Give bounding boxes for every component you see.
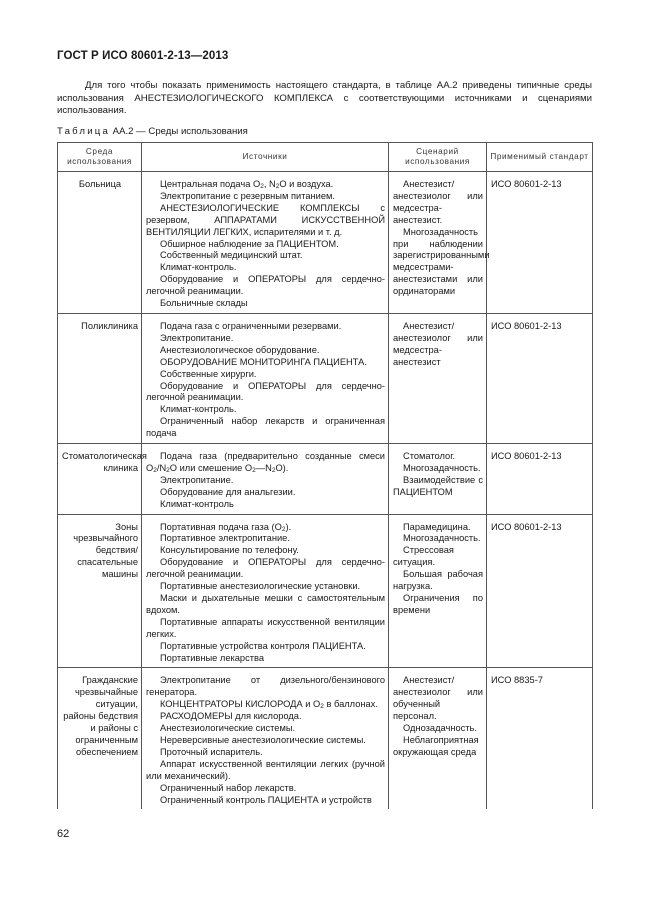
- table-row: [58, 675, 593, 809]
- source-item: Портативная подача газа $(O_2)$.: [160, 521, 292, 533]
- scenario-item: Анестезист/анестезиолог или медсестра-анестезист.: [393, 179, 483, 225]
- source-item: Нереверсивные анестезиологические системы.: [160, 734, 366, 745]
- row-spacer-cell: [389, 444, 487, 452]
- header-env: Среда использования: [58, 143, 142, 172]
- source-item: Собственные хирурги.: [160, 368, 257, 379]
- row-spacer-cell: [389, 172, 487, 180]
- row-spacer-cell: [487, 313, 593, 321]
- table-row: [58, 522, 593, 668]
- cell-sources: [142, 179, 389, 313]
- source-item: Электропитание от дизельного/бензинового генератора.: [146, 675, 385, 698]
- source-item: Климат-контроль.: [160, 404, 237, 415]
- source-item: Подача газа (предварительно созданные смеси $O_2/N_2O$ или смешение $O_2—N_2O$).: [146, 451, 385, 474]
- cell-sources: [142, 321, 389, 444]
- source-item: КОНЦЕНТРАТОРЫ КИСЛОРОДА и $O_2$ в баллонах.: [160, 699, 378, 711]
- source-item: Оборудование и ОПЕРАТОРЫ для сердечно-легочной реанимации.: [146, 274, 385, 297]
- cell-standard: ИСО 80601-2-13: [487, 451, 593, 514]
- header-scenario: Сценарий использования: [389, 143, 487, 172]
- table-caption: [57, 126, 248, 137]
- source-item: Проточный испаритель.: [160, 746, 263, 757]
- cell-standard: ИСО 8835-7: [487, 675, 593, 809]
- cell-standard: ИСО 80601-2-13: [487, 179, 593, 313]
- table-caption-rest: АА.2 — Среды использования: [110, 126, 248, 137]
- row-spacer-cell: [389, 514, 487, 522]
- table-caption-label: Таблица: [57, 126, 111, 137]
- row-spacer-cell: [58, 444, 142, 452]
- source-item: Собственный медицинский штат.: [160, 250, 303, 261]
- row-spacer-cell: [389, 313, 487, 321]
- source-item: Оборудование и ОПЕРАТОРЫ для сердечно-легочной реанимации.: [146, 557, 385, 580]
- source-item: Климат-контроль.: [160, 262, 237, 273]
- page-number: 62: [57, 828, 70, 840]
- row-spacer-cell: [487, 444, 593, 452]
- table-body: [58, 172, 593, 810]
- source-item: Электропитание.: [160, 332, 234, 343]
- source-item: Маски и дыхательные мешки с самостоятельным вдохом.: [146, 593, 385, 615]
- cell-scenario: [389, 451, 487, 514]
- table-row: [58, 451, 593, 514]
- cell-environment: Гражданские чрезвычайные ситуации, районы бедствия и районы с ограниченным обеспечением: [58, 675, 142, 809]
- source-item: Оборудование и ОПЕРАТОРЫ для сердечно-легочной реанимации.: [146, 380, 385, 403]
- scenario-item: Большая рабочая нагрузка.: [393, 569, 483, 592]
- scenario-item: Ограничения по времени: [393, 593, 483, 615]
- row-spacer-cell: [389, 668, 487, 676]
- header-sources: Источники: [142, 143, 389, 172]
- cell-environment: Стоматологическая клиника: [58, 451, 142, 514]
- source-item: Аппарат искусственной вентиляции легких (ручной или механический).: [146, 758, 385, 781]
- row-spacer: [58, 668, 593, 676]
- source-item: Портативные устройства контроля ПАЦИЕНТА.: [160, 640, 366, 651]
- scenario-item: Анестезист/анестезиолог или медсестра-анестезист: [393, 320, 483, 367]
- source-item: Портативные аппараты искусственной вентиляции легких.: [146, 616, 385, 639]
- row-spacer: [58, 514, 593, 522]
- row-spacer-cell: [58, 668, 142, 676]
- source-item: Оборудование для анальгезии.: [160, 486, 296, 497]
- source-item: Обширное наблюдение за ПАЦИЕНТОМ.: [160, 238, 339, 249]
- row-spacer-cell: [487, 172, 593, 180]
- row-spacer: [58, 172, 593, 180]
- scenario-item: Парамедицина.: [403, 521, 471, 532]
- scenario-item: Стоматолог.: [403, 451, 456, 462]
- row-spacer-cell: [487, 514, 593, 522]
- source-item: Ограниченный контроль ПАЦИЕНТА и устройств: [160, 794, 372, 805]
- row-spacer-cell: [487, 668, 593, 676]
- cell-scenario: [389, 675, 487, 809]
- row-spacer-cell: [142, 313, 389, 321]
- source-item: РАСХОДОМЕРЫ для кислорода.: [160, 711, 302, 722]
- source-item: Портативное электропитание.: [160, 533, 290, 544]
- source-item: АНЕСТЕЗИОЛОГИЧЕСКИЕ КОМПЛЕКСЫ с резервом, АППАРАТАМИ ИСКУССТВЕННОЙ ВЕНТИЛЯЦИИ ЛЕГКИХ, испарителями и т. д.: [146, 202, 385, 237]
- scenario-item: Многозадачность при наблюдении зарегистрированными медсестрами-анестезистами или ординаторами: [393, 226, 490, 297]
- scenario-item: Стрессовая ситуация.: [393, 545, 454, 568]
- cell-sources: [142, 451, 389, 514]
- cell-sources: [142, 522, 389, 668]
- scenario-item: Многозадачность.: [403, 462, 481, 473]
- document-header: ГОСТ Р ИСО 80601-2-13—2013: [57, 50, 229, 62]
- row-spacer-cell: [58, 172, 142, 180]
- source-item: Подача газа с ограниченными резервами.: [160, 320, 342, 331]
- scenario-item: Однозадачность.: [403, 723, 477, 734]
- row-spacer-cell: [58, 514, 142, 522]
- source-item: Центральная подача $O_2$, $N_2O$ и воздуха.: [160, 179, 334, 190]
- header-standard: Применимый стандарт: [487, 143, 593, 172]
- cell-scenario: [389, 179, 490, 313]
- cell-scenario: [389, 522, 487, 668]
- row-spacer: [58, 444, 593, 452]
- source-item: Больничные склады: [160, 298, 248, 309]
- cell-environment: Зоны чрезвычайного бедствия/спасательные машины: [58, 522, 142, 668]
- source-item: Электропитание с резервным питанием.: [160, 190, 335, 201]
- table-row: [58, 321, 593, 444]
- scenario-item: Неблагоприятная окружающая среда: [393, 734, 479, 757]
- scenario-item: Многозадачность.: [403, 533, 481, 544]
- source-item: Анестезиологическое оборудование.: [160, 344, 320, 355]
- source-item: ОБОРУДОВАНИЕ МОНИТОРИНГА ПАЦИЕНТА.: [160, 356, 367, 367]
- source-item: Портативные лекарства: [160, 652, 265, 663]
- cell-sources: [142, 675, 389, 809]
- source-item: Климат-контроль: [160, 498, 234, 509]
- row-spacer: [58, 313, 593, 321]
- source-item: Консультирование по телефону.: [160, 545, 299, 556]
- source-item: Ограниченный набор лекарств.: [160, 782, 297, 793]
- row-spacer-cell: [142, 668, 389, 676]
- table-row: [58, 179, 593, 313]
- environments-table: [57, 142, 593, 809]
- row-spacer-cell: [142, 444, 389, 452]
- table-header-row: [58, 143, 593, 172]
- row-spacer-cell: [142, 514, 389, 522]
- source-item: Электропитание.: [160, 474, 234, 485]
- cell-standard: ИСО 80601-2-13: [487, 522, 593, 668]
- cell-environment: Поликлиника: [58, 321, 142, 444]
- source-item: Анестезиологические системы.: [160, 723, 296, 734]
- intro-paragraph: Для того чтобы показать применимость настоящего стандарта, в таблице АА.2 приведены типичные среды использования АНЕСТЕЗИОЛОГИЧЕСКОГО КОМПЛЕКСА с соответствующими источниками и сценариями использования.: [57, 80, 592, 116]
- scenario-item: Анестезист/анестезиолог или обученный персонал.: [393, 675, 483, 722]
- cell-standard: ИСО 80601-2-13: [487, 321, 593, 444]
- cell-scenario: [389, 321, 487, 444]
- source-item: Портативные анестезиологические установки.: [160, 581, 361, 592]
- row-spacer-cell: [58, 313, 142, 321]
- scenario-item: Взаимодействие с ПАЦИЕНТОМ: [393, 474, 483, 497]
- source-item: Ограниченный набор лекарств и ограниченная подача: [146, 416, 385, 439]
- cell-environment: Больница: [58, 179, 142, 313]
- row-spacer-cell: [142, 172, 389, 180]
